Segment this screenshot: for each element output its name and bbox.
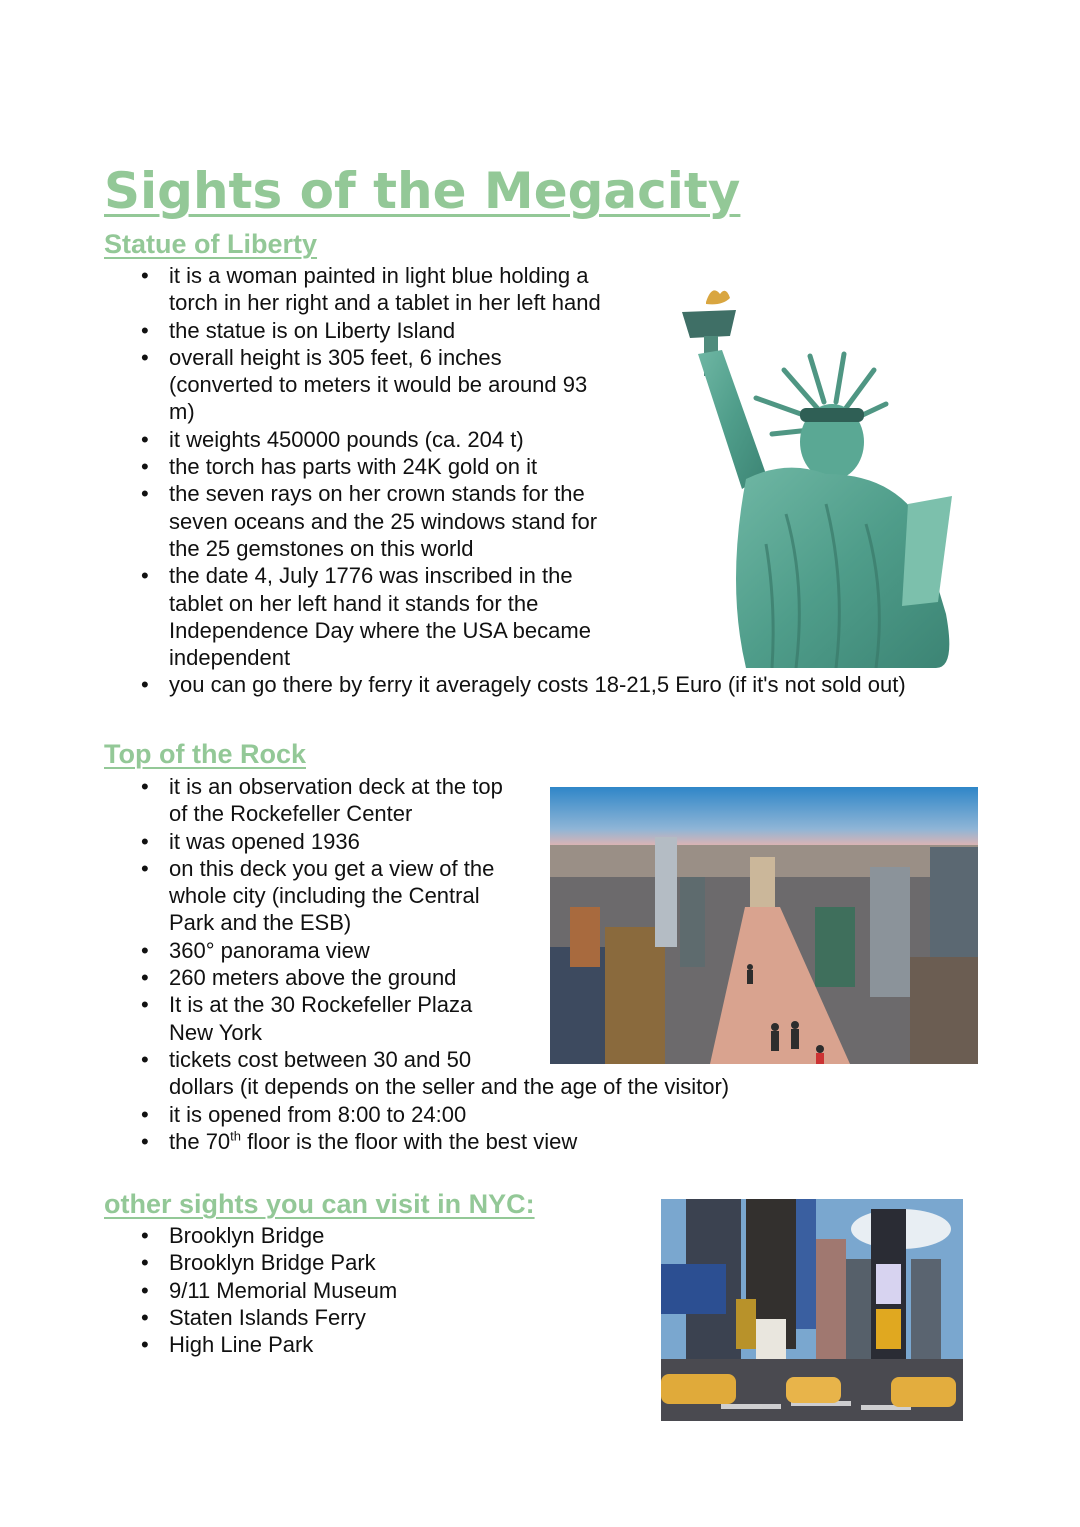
statue-of-liberty-photo [676,284,966,668]
heading-top-of-the-rock: Top of the Rock [104,739,306,769]
list-item: • 260 meters above the ground [104,964,804,991]
page-title: Sights of the Megacity [104,162,741,220]
list-item: • It is at the 30 Rockefeller Plaza New York [104,991,804,1046]
list-item: • it is an observation deck at the top of the Rockefeller Center [104,773,804,828]
list-item: • 360° panorama view [104,937,804,964]
list-item: • on this deck you get a view of the whole city (including the Central Park and the ESB) [104,855,804,937]
list-item: • the torch has parts with 24K gold on it [104,453,664,480]
list-item: • the 70th floor is the floor with the best view [104,1128,804,1155]
other-sights-list [104,1222,604,1358]
times-square-photo [661,1199,963,1421]
list-item: • the statue is on Liberty Island [104,317,664,344]
list-item: • it is a woman painted in light blue holding a torch in her right and a tablet in her left hand [104,262,664,317]
list-item: • it is opened from 8:00 to 24:00 [104,1101,804,1128]
list-item: • High Line Park [104,1331,604,1358]
heading-statue-of-liberty: Statue of Liberty [104,229,318,259]
list-item: • Brooklyn Bridge Park [104,1249,604,1276]
heading-other-sights: other sights you can visit in NYC: [104,1189,535,1219]
list-item: • the date 4, July 1776 was inscribed in the tablet on her left hand it stands for the Independence Day where the USA became independent [104,562,664,671]
list-item: • it weights 450000 pounds (ca. 204 t) [104,426,664,453]
top-of-the-rock-photo [550,787,978,1064]
statue-of-liberty-list [104,262,906,699]
list-item: • you can go there by ferry it averagely costs 18-21,5 Euro (if it's not sold out) [104,671,664,698]
list-item: • Brooklyn Bridge [104,1222,604,1249]
list-item: • tickets cost between 30 and 50 dollars (it depends on the seller and the age of the visitor) [104,1046,804,1101]
list-item: • Staten Islands Ferry [104,1304,604,1331]
list-item: • overall height is 305 feet, 6 inches (converted to meters it would be around 93 m) [104,344,664,426]
list-item: • the seven rays on her crown stands for the seven oceans and the 25 windows stand for the 25 gemstones on this world [104,480,664,562]
list-item: • it was opened 1936 [104,828,804,855]
list-item: • 9/11 Memorial Museum [104,1277,604,1304]
